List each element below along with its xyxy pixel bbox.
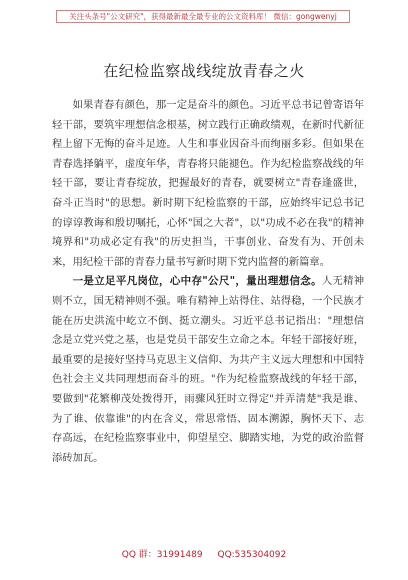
footer	[0, 547, 408, 560]
section-1	[52, 272, 364, 468]
document-title: 在纪检监察战线绽放青春之火	[103, 62, 305, 80]
section-1-text: 人无精神则不立，国无精神则不强。唯有精神上站得住、站得稳，一个民族才能在历史洪流中屹立不倒、挺立潮头。习近平总书记指出："理想信念是立党兴党之基，也是党员干部安生立命之本。年轻干部接好班，最重要的是接好坚持马克思主义信仰、为共产主义远大理想和中国特色社会主义共同理想而奋斗的班。"作为纪检监察战线的年轻干部，要做到"花繁柳茂处拨得开，雨骤风狂时立得定"并弄清楚"我是谁、为了谁、依靠谁"的内在含义，常思常悟、固本溯源，胸怀天下、志存高远，在纪检监察事业中，仰望星空、脚踏实地，为党的政治监督添砖加瓦。	[52, 275, 364, 464]
section-1-heading: 一是立足平凡岗位，心中存"公尺"，量出理想信念。	[72, 275, 322, 288]
document-body	[52, 96, 364, 468]
intro-paragraph: 如果青春有颜色，那一定是奋斗的颜色。习近平总书记曾寄语年轻干部，要筑牢理想信念根基，树立践行正确政绩观，在新时代新征程上留下无悔的奋斗足迹。人生和事业因奋斗而绚丽多彩。但如果在青春选择躺平，虚度年华，青春将只能褪色。作为纪检监察战线的年轻干部，要让青春绽放，把握最好的青春，就要树立"青春逢盛世，奋斗正当时"的思想。新时期下纪检监察的干部，应始终牢记总书记的谆谆教诲和殷切嘱托，心怀"国之大者"，以"功成不必在我"的精神境界和"功成必定有我"的历史担当，干事创业、奋发有为、开创未来，用纪检干部的青春力量书写新时期下党内监督的新篇章。	[52, 99, 364, 268]
top-banner: 关注头条号"公文研究"，获得最新最全最专业的公文资料库！ 微信：gongwenyj	[56, 10, 350, 23]
footer-qq-group: QQ 群：31991489	[121, 550, 203, 560]
footer-qq: QQ:535304092	[217, 550, 287, 560]
